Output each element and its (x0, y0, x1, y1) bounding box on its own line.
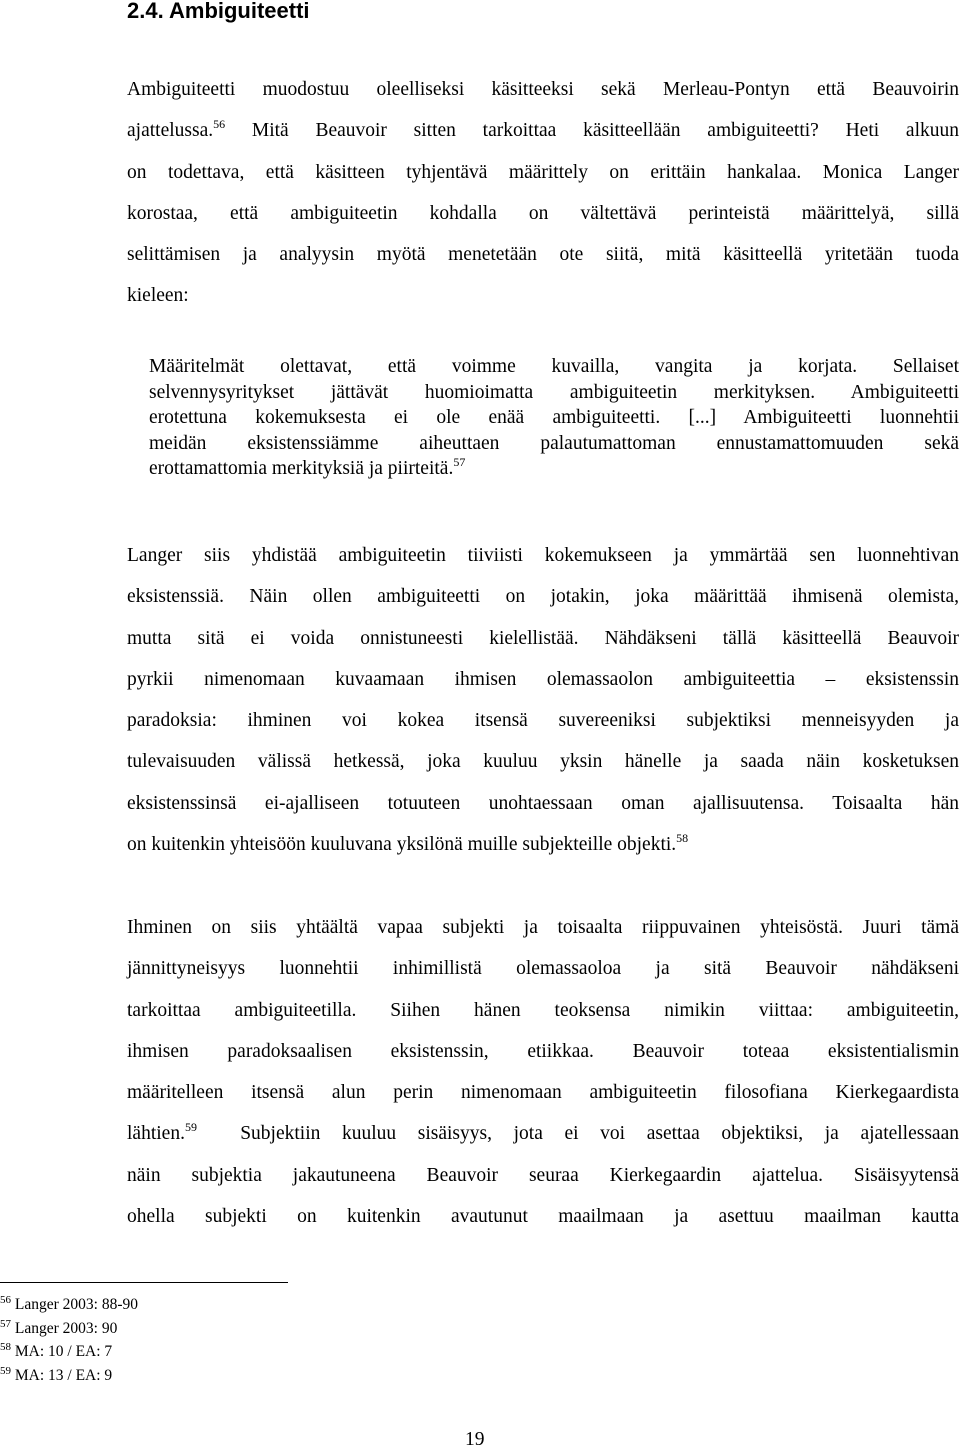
text-segment: Subjektiin kuuluu sisäisyys, jota ei voi asettaa objektiksi, ja ajatellessaan (196, 1123, 959, 1145)
footnote-text: Langer 2003: 88-90 (14, 1296, 138, 1313)
footnote (0, 1317, 138, 1341)
text-line (127, 1113, 959, 1154)
footnote-text: MA: 10 / EA: 7 (14, 1343, 113, 1360)
quote-line: selvennysyritykset jättävät huomioimatta ambiguiteetin merkityksen. Ambiguiteetti (149, 381, 959, 403)
text-segment: ajattelussa. (127, 120, 214, 142)
text-line: kieleen: (127, 285, 189, 307)
section-heading: 2.4. Ambiguiteetti (127, 0, 310, 23)
text-line: Langer siis yhdistää ambiguiteetin tiiviisti kokemukseen ja ymmärtää sen luonnehtivan (127, 545, 959, 566)
text-line: eksistenssiä. Näin ollen ambiguiteetti on jotakin, joka määrittää ihmisenä olemista, (127, 586, 959, 608)
text-line: mutta sitä ei voida onnistuneesti kielellistää. Nähdäkseni tällä käsitteellä Beauvoir (127, 627, 959, 649)
text-line: tarkoittaa ambiguiteetilla. Siihen hänen teoksensa nimikin viittaa: ambiguiteetin, (127, 999, 959, 1021)
footnote (0, 1293, 138, 1317)
text-segment: Mitä Beauvoir sitten tarkoittaa käsitteellään ambiguiteetti? Heti alkuun (225, 120, 959, 142)
footnote-ref-58[interactable]: 58 (676, 831, 689, 846)
quote-line: meidän eksistenssiämme aiheuttaen palautumattoman ennustamattomuuden sekä (149, 432, 959, 454)
footnote-number: 57 (0, 1317, 11, 1330)
footnote-text: MA: 13 / EA: 9 (14, 1366, 113, 1384)
text-line: on todettava, että käsitteen tyhjentävä määrittely on erittäin hankalaa. Monica Langer (127, 161, 959, 183)
quote-line: erotettuna kokemuksesta ei ole enää ambiguiteetti. [...] Ambiguiteetti luonnehtii (149, 407, 959, 429)
footnote-ref-59[interactable]: 59 (184, 1120, 197, 1135)
text-line: korostaa, että ambiguiteetin kohdalla on vältettävä perinteistä määrittelyä, sillä (127, 202, 959, 224)
text-line: tulevaisuuden välissä hetkessä, joka kuuluu yksin hänelle ja saada näin kosketuksen (127, 751, 959, 773)
paragraph-2 (127, 535, 959, 865)
paragraph-1 (127, 69, 959, 317)
text-line: ihmisen paradoksaalisen eksistenssin, etiikkaa. Beauvoir toteaa eksistentialismin (127, 1040, 959, 1062)
text-segment: on kuitenkin yhteisöön kuuluvana yksilönä muille subjekteille objekti. (127, 834, 677, 856)
quote-line (149, 456, 959, 482)
footnote (0, 1364, 138, 1388)
text-line: määritelleen itsensä alun perin nimenomaan ambiguiteetin filosofiana Kierkegaardista (127, 1082, 959, 1104)
text-line: Ihminen on siis yhtäältä vapaa subjekti ja toisaalta riippuvainen yhteisöstä. Juuri tämä (127, 917, 959, 938)
page-number: 19 (465, 1429, 485, 1450)
text-line: Ambiguiteetti muodostuu oleelliseksi käsitteeksi sekä Merleau-Pontyn että Beauvoirin (127, 79, 959, 100)
paragraph-3 (127, 907, 959, 1237)
text-line: ohella subjekti on kuitenkin avautunut maailmaan ja asettuu maailman kautta (127, 1206, 959, 1228)
quote-line: Määritelmät olettavat, että voimme kuvailla, vangita ja korjata. Sellaiset (149, 356, 959, 377)
footnote-ref-57[interactable]: 57 (453, 455, 466, 470)
footnote (0, 1340, 138, 1364)
footnote-number: 59 (0, 1364, 11, 1377)
text-segment: erottamattomia merkityksiä ja piirteitä. (149, 458, 454, 480)
text-segment: lähtien. (127, 1123, 185, 1145)
text-line: paradoksia: ihminen voi kokea itsensä suvereeniksi subjektiksi menneisyyden ja (127, 710, 959, 732)
footnote-number: 56 (0, 1294, 11, 1306)
footnote-separator (0, 1282, 288, 1283)
text-line: pyrkii nimenomaan kuvaamaan ihmisen olemassaolon ambiguiteettia – eksistenssin (127, 668, 959, 690)
text-line: eksistenssinsä ei-ajalliseen totuuteen unohtaessaan oman ajallisuutensa. Toisaalta hän (127, 792, 959, 814)
footnote-number: 58 (0, 1341, 11, 1353)
block-quote (149, 354, 959, 482)
footnote-text: Langer 2003: 90 (14, 1319, 118, 1337)
text-line: jännittyneisyys luonnehtii inhimillistä olemassaoloa ja sitä Beauvoir nähdäkseni (127, 958, 959, 980)
text-line: näin subjektia jakautuneena Beauvoir seuraa Kierkegaardin ajattelua. Sisäisyytensä (127, 1164, 959, 1186)
text-line (127, 110, 959, 151)
text-line: selittämisen ja analyysin myötä menetetään ote siitä, mitä käsitteellä yritetään tuoda (127, 244, 959, 266)
footnote-ref-56[interactable]: 56 (213, 117, 226, 132)
text-line (127, 824, 959, 865)
footnotes (0, 1293, 138, 1387)
